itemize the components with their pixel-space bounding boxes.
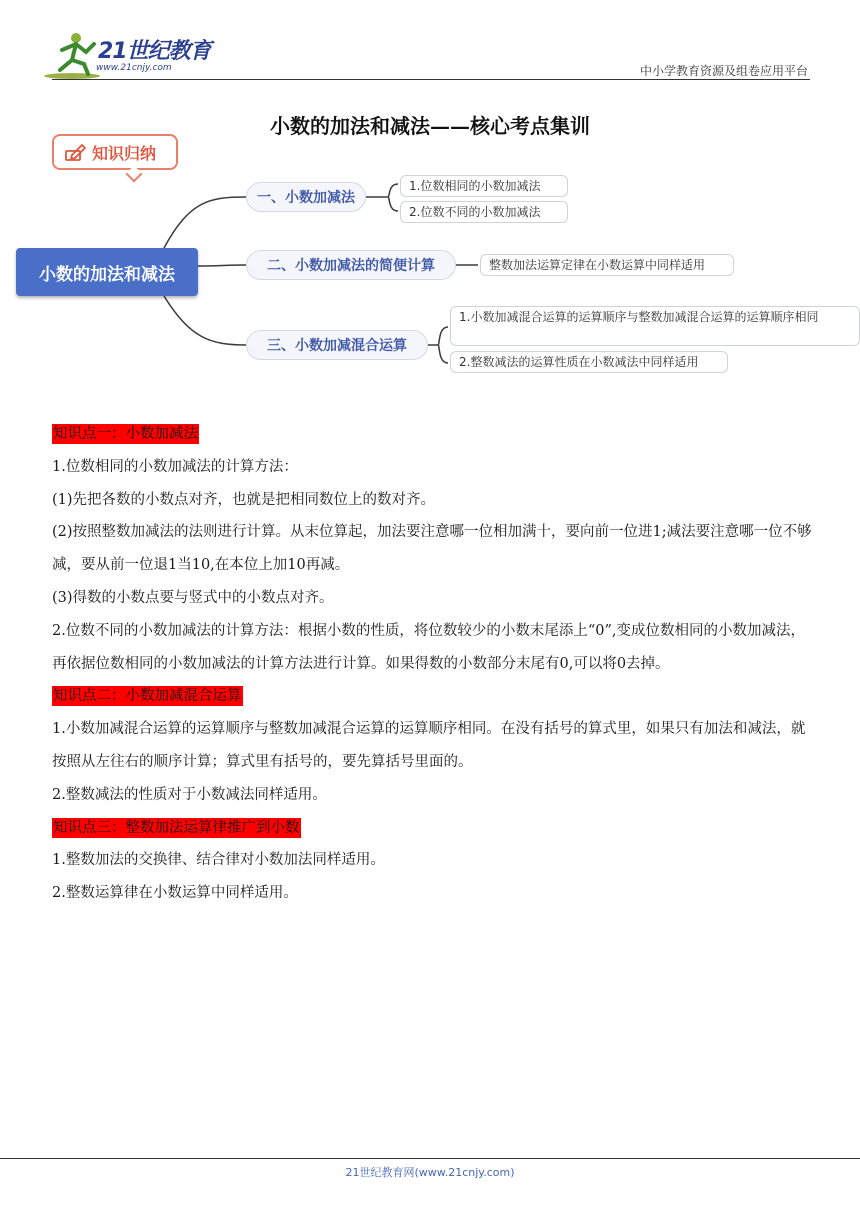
header-divider [52,79,810,80]
paragraph: (1)先把各数的小数点对齐，也就是把相同数位上的数对齐。 [52,491,436,508]
leaf-same-digits: 1.位数相同的小数加减法 [400,175,568,197]
paragraph: 1.整数加法的交换律、结合律对小数加法同样适用。 [52,852,385,869]
paragraph: 2.位数不同的小数加减法的计算方法：根据小数的性质，将位数较少的小数末尾添上“0”,变成位数相同的小数加减法，再依据位数相同的小数加减法的计算方法进行计算。如果得数的小数部分末尾有0,可以将0去掉。 [52,622,805,672]
paragraph: 1.小数加减混合运算的运算顺序与整数加减混合运算的运算顺序相同。在没有括号的算式里，如果只有加法和减法，就按照从左往右的顺序计算；算式里有括号的，要先算括号里面的。 [52,721,806,770]
platform-name: 中小学教育资源及组卷应用平台 [639,64,808,78]
leaf-subtraction-property: 2.整数减法的运算性质在小数减法中同样适用 [450,351,728,373]
paragraph: 1.位数相同的小数加减法的计算方法： [52,458,298,475]
mind-map [0,170,860,385]
paragraph: (2)按照整数加减法的法则进行计算。从末位算起，加法要注意哪一位相加满十，要向前一位进1;减法要注意哪一位不够减，要从前一位退1当10,在本位上加10再减。 [52,524,812,574]
section-heading-2: 知识点二：小数加减混合运算 [53,688,242,705]
footer-link[interactable]: 21世纪教育网(www.21cnjy.com) [345,1166,515,1179]
branch-addition-subtraction: 一、小数加减法 [246,182,366,212]
leaf-different-digits: 2.位数不同的小数加减法 [400,201,568,223]
page-title: 小数的加法和减法——核心考点集训 [270,114,590,138]
branch-simple-calculation: 二、小数加减法的简便计算 [246,250,456,280]
page-header [0,0,860,82]
section-heading-3: 知识点三：整数加法运算律推广到小数 [53,819,300,836]
badge-label: 知识归纳 [92,144,157,163]
edit-icon [64,143,86,163]
section-heading-1: 知识点一：小数加减法 [53,426,198,442]
paragraph: (3)得数的小数点要与竖式中的小数点对齐。 [52,589,334,606]
logo-text: 21世纪教育 [98,39,211,64]
paragraph: 2.整数减法的性质对于小数减法同样适用。 [52,786,327,803]
footer-divider [0,1158,860,1159]
logo-url: www.21cnjy.com [96,63,172,73]
paragraph: 2.整数运算律在小数运算中同样适用。 [52,885,298,902]
branch-mixed-operations: 三、小数加减混合运算 [246,330,428,360]
leaf-order-same: 1.小数加减混合运算的运算顺序与整数加减混合运算的运算顺序相同 [450,306,860,346]
knowledge-content [52,418,812,910]
mind-map-root: 小数的加法和减法 [16,248,198,296]
knowledge-badge [52,134,178,170]
leaf-laws-apply: 整数加法运算定律在小数运算中同样适用 [480,254,734,276]
